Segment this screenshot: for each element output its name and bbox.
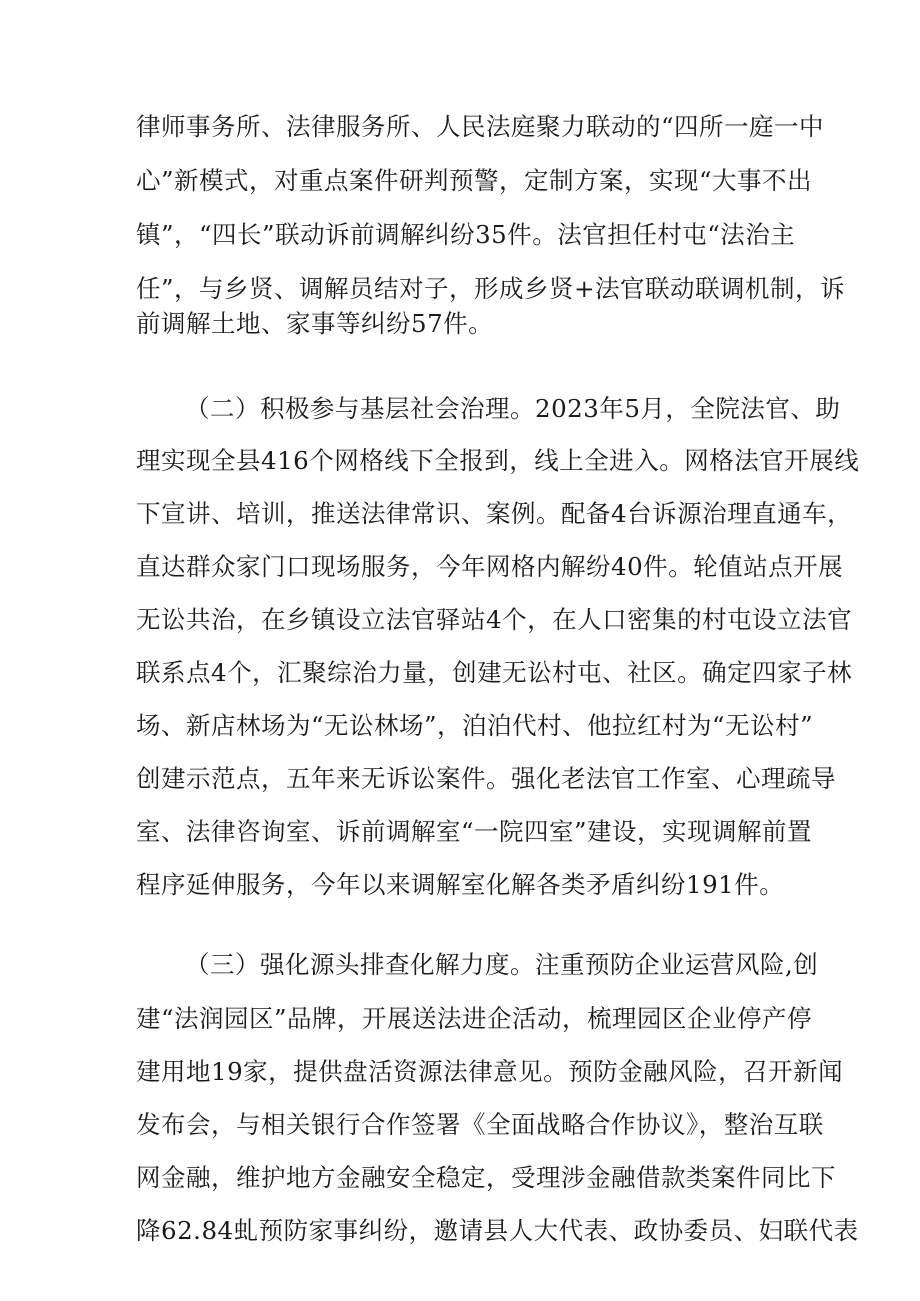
- text-line: （三）强化源头排查化解力度。注重预防企业运营风险,创: [185, 950, 819, 979]
- text-line: 创建示范点，五年来无诉讼案件。强化老法官工作室、心理疏导: [136, 764, 836, 793]
- text-line: 镇”，“四长”联动诉前调解纠纷35件。法官担任村屯“法治主: [136, 220, 796, 249]
- text-line: （二）积极参与基层社会治理。2023年5月，全院法官、助: [185, 394, 841, 423]
- text-line: 场、新店林场为“无讼林场”，泊泊代村、他拉红村为“无讼村”: [136, 711, 814, 740]
- text-line: 建用地19家，提供盘活资源法律意见。预防金融风险，召开新闻: [136, 1057, 844, 1086]
- text-line: 心”新模式，对重点案件研判预警，定制方案，实现“大事不出: [136, 166, 813, 195]
- text-line: 任”，与乡贤、调解员结对子，形成乡贤+法官联动联调机制，诉: [136, 274, 846, 303]
- text-line: 理实现全县416个网格线下全报到，线上全进入。网格法官开展线: [136, 446, 860, 475]
- text-line: 室、法律咨询室、诉前调解室“一院四室”建设，实现调解前置: [136, 817, 813, 846]
- text-line: 律师事务所、法律服务所、人民法庭聚力联动的“四所一庭一中: [136, 112, 825, 141]
- text-line: 下宣讲、培训，推送法律常识、案例。配备4台诉源治理直通车，: [136, 499, 853, 528]
- text-line: 前调解土地、家事等纠纷57件。: [136, 309, 494, 338]
- text-line: 网金融，维护地方金融安全稳定，受理涉金融借款类案件同比下: [136, 1163, 836, 1192]
- text-line: 直达群众家门口现场服务，今年网格内解纷40件。轮值站点开展: [136, 552, 844, 581]
- text-line: 发布会，与相关银行合作签署《全面战略合作协议》，整治互联: [136, 1110, 824, 1139]
- text-line: 无讼共治，在乡镇设立法官驿站4个，在人口密集的村屯设立法官: [136, 605, 853, 634]
- text-line: 联系点4个，汇聚综治力量，创建无讼村屯、社区。确定四家子林: [136, 658, 853, 687]
- text-line: 建“法润园区”品牌，开展送法进企活动，梳理园区企业停产停: [136, 1004, 813, 1033]
- text-line: 降62.84虬预防家事纠纷，邀请县人大代表、政协委员、妇联代表: [136, 1216, 859, 1245]
- text-line: 程序延伸服务，今年以来调解室化解各类矛盾纠纷191件。: [136, 870, 785, 899]
